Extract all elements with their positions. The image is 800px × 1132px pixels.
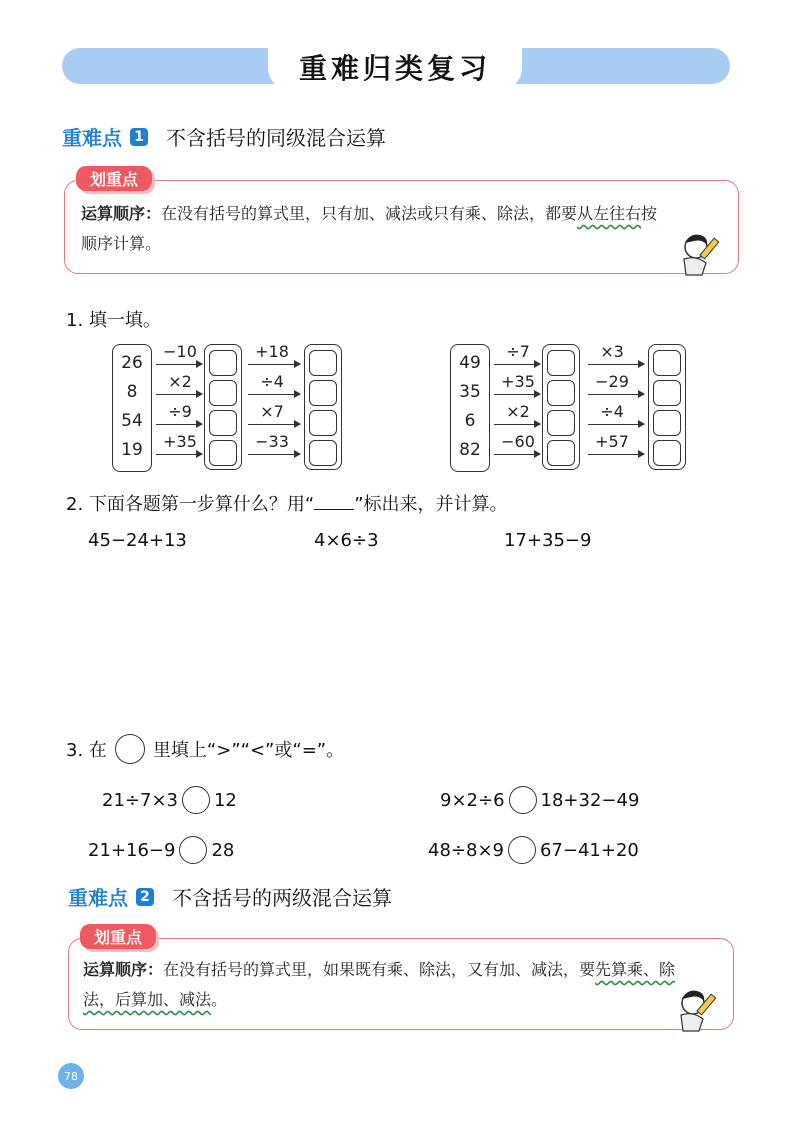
arrow-icon <box>494 454 540 455</box>
q1-left-number: 26 <box>121 353 143 373</box>
q1-right-number: 82 <box>459 440 481 460</box>
underline-mark <box>314 495 354 510</box>
q1-right-op2: −29 <box>595 372 629 391</box>
answer-box[interactable] <box>209 440 237 466</box>
answer-box[interactable] <box>309 350 337 376</box>
section1-keypoint-box <box>64 180 739 274</box>
section2-label: 重难点 <box>68 886 128 910</box>
q1-left-op1: −10 <box>163 342 197 361</box>
section1-header <box>62 122 386 151</box>
compare-circle[interactable] <box>508 836 536 864</box>
section2-tag: 划重点 <box>80 924 156 949</box>
q1-left-op2: ×7 <box>260 402 284 421</box>
q3-item-left: 21+16−9 <box>88 839 176 861</box>
q3-item-left: 9×2÷6 <box>440 789 505 811</box>
answer-box[interactable] <box>209 350 237 376</box>
section2-desc: 不含括号的两级混合运算 <box>172 886 392 910</box>
q1-left-number: 54 <box>121 411 143 431</box>
page-number: 78 <box>58 1063 84 1089</box>
q3-item-left: 48÷8×9 <box>428 839 504 861</box>
section1-rule <box>81 199 731 259</box>
answer-box[interactable] <box>547 350 575 376</box>
q2-expression: 17+35−9 <box>504 530 592 551</box>
arrow-icon <box>494 364 540 365</box>
section1-number: 1 <box>130 128 148 146</box>
q3-title-b: 里填上“>”“<”或“=”。 <box>152 740 345 761</box>
q3-item-right: 67−41+20 <box>539 839 639 861</box>
q1-right-number-column <box>450 344 490 472</box>
q1-right-number: 35 <box>459 382 481 402</box>
answer-box[interactable] <box>309 410 337 436</box>
q1-right-op1: ÷7 <box>506 342 530 361</box>
answer-box[interactable] <box>547 410 575 436</box>
arrow-icon <box>156 364 202 365</box>
q2-expression: 45−24+13 <box>88 530 187 551</box>
q2-title-a: 2. 下面各题第一步算什么？用“ <box>66 494 315 515</box>
answer-box[interactable] <box>547 380 575 406</box>
q1-left-answer-column-1 <box>204 344 242 470</box>
q3-item <box>428 836 639 864</box>
arrow-icon <box>588 454 644 455</box>
section2-rule-emph1: 先算乘、除 <box>595 960 676 979</box>
page-title: 重难归类复习 <box>268 44 522 90</box>
compare-circle[interactable] <box>182 786 210 814</box>
q3-item <box>102 786 237 814</box>
section1-rule-text: 在没有括号的算式里，只有加、减法或只有乘、除法，都要 <box>161 204 578 223</box>
q1-right-op2: +57 <box>595 432 629 451</box>
circle-icon <box>115 734 145 764</box>
arrow-icon <box>494 424 540 425</box>
q1-left-answer-column-2 <box>304 344 342 470</box>
q1-left-op1: ÷9 <box>168 402 192 421</box>
section2-rule-end: 。 <box>211 990 228 1009</box>
section2-number: 2 <box>136 888 154 906</box>
q3-item <box>440 786 639 814</box>
q3-item-left: 21÷7×3 <box>102 789 178 811</box>
q1-left-op2: +18 <box>255 342 289 361</box>
q1-right-op1: +35 <box>501 372 535 391</box>
q3-item-right: 28 <box>211 839 235 861</box>
q1-right-number: 49 <box>459 353 481 373</box>
q1-puzzle-left <box>112 340 352 472</box>
q1-left-number: 8 <box>126 382 138 402</box>
answer-box[interactable] <box>653 380 681 406</box>
answer-box[interactable] <box>209 410 237 436</box>
q1-right-op1: ×2 <box>506 402 530 421</box>
section2-keypoint-box <box>68 938 734 1030</box>
arrow-icon <box>156 454 202 455</box>
answer-box[interactable] <box>209 380 237 406</box>
arrow-icon <box>588 424 644 425</box>
cartoon-boy-icon <box>673 985 721 1035</box>
section2-rule-label: 运算顺序： <box>83 960 164 979</box>
q3-item-right: 12 <box>213 789 237 811</box>
answer-box[interactable] <box>547 440 575 466</box>
q1-title: 1. 填一填。 <box>66 310 161 331</box>
section1-label: 重难点 <box>62 126 122 150</box>
q2-expression: 4×6÷3 <box>314 530 379 551</box>
compare-circle[interactable] <box>509 786 537 814</box>
q2-title <box>66 490 508 516</box>
section1-rule-emph: 从左往右 <box>577 204 642 223</box>
q1-puzzle-right <box>450 340 690 472</box>
arrow-icon <box>248 394 300 395</box>
section1-rule-tail2: 顺序计算。 <box>81 234 162 253</box>
q1-left-op1: ×2 <box>168 372 192 391</box>
arrow-icon <box>156 394 202 395</box>
q1-left-number-column <box>112 344 152 472</box>
answer-box[interactable] <box>653 350 681 376</box>
section1-rule-tail1: 按 <box>641 204 658 223</box>
compare-circle[interactable] <box>179 836 207 864</box>
q1-right-op2: ×3 <box>600 342 624 361</box>
section2-header <box>68 882 392 911</box>
section1-rule-label: 运算顺序： <box>81 204 162 223</box>
arrow-icon <box>248 424 300 425</box>
answer-box[interactable] <box>653 410 681 436</box>
section1-tag: 划重点 <box>76 166 152 191</box>
section2-rule-text: 在没有括号的算式里，如果既有乘、除法，又有加、减法，要 <box>163 960 596 979</box>
q1-right-number: 6 <box>464 411 476 431</box>
section1-desc: 不含括号的同级混合运算 <box>166 126 386 150</box>
section2-rule <box>83 955 723 1015</box>
q1-right-op2: ÷4 <box>600 402 624 421</box>
q1-left-op2: −33 <box>255 432 289 451</box>
arrow-icon <box>588 394 644 395</box>
q1-right-answer-column-2 <box>648 344 686 470</box>
q3-title <box>66 734 344 764</box>
section2-rule-emph2: 法，后算加、减法 <box>83 990 212 1009</box>
q3-item-right: 18+32−49 <box>540 789 640 811</box>
q2-title-b: ”标出来，并计算。 <box>354 494 508 515</box>
q3-item <box>88 836 234 864</box>
answer-box[interactable] <box>653 440 681 466</box>
arrow-icon <box>248 454 300 455</box>
arrow-icon <box>494 394 540 395</box>
answer-box[interactable] <box>309 440 337 466</box>
q1-right-answer-column-1 <box>542 344 580 470</box>
q1-left-op2: ÷4 <box>260 372 284 391</box>
q1-left-number: 19 <box>121 440 143 460</box>
q3-title-a: 3. 在 <box>66 740 107 761</box>
arrow-icon <box>588 364 644 365</box>
q1-right-op1: −60 <box>501 432 535 451</box>
cartoon-boy-icon <box>676 229 724 279</box>
answer-box[interactable] <box>309 380 337 406</box>
arrow-icon <box>156 424 202 425</box>
q1-left-op1: +35 <box>163 432 197 451</box>
arrow-icon <box>248 364 300 365</box>
